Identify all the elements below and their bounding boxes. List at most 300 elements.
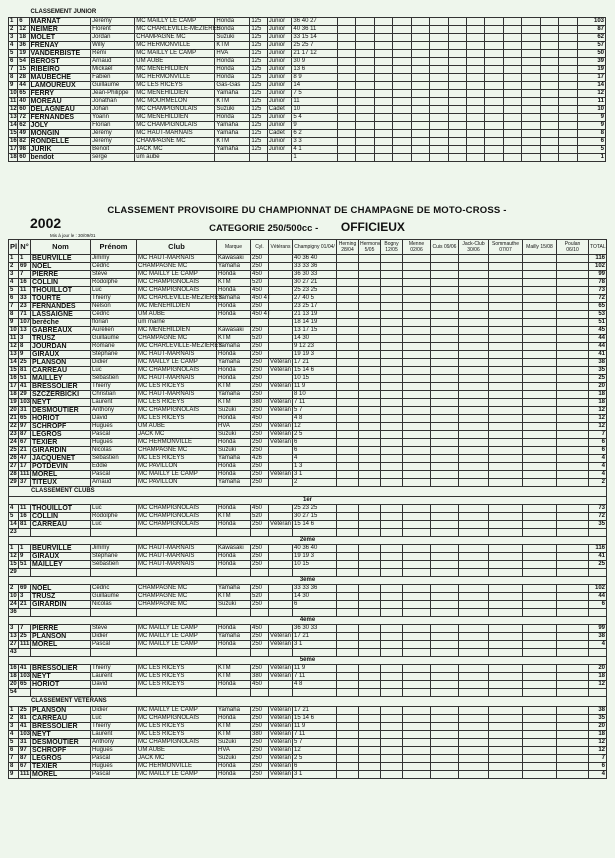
empty-cell (459, 585, 489, 593)
brand-cell: KTM (217, 383, 251, 391)
empty-cell (403, 255, 431, 263)
pos-cell: 1 (9, 18, 18, 26)
empty-cell (489, 319, 523, 327)
firstname-cell: Yoann (91, 114, 135, 122)
results-cell: 14 (292, 82, 337, 90)
empty-cell (522, 146, 540, 154)
empty-cell (337, 763, 359, 771)
empty-cell (431, 367, 459, 375)
brand-cell: Suzuki (217, 447, 251, 455)
empty-cell (503, 114, 521, 122)
results-cell: 7 11 (293, 673, 337, 681)
pos-cell: 14 (10, 521, 17, 527)
firstname-cell: Stéphane (91, 553, 137, 561)
empty-cell (374, 74, 392, 82)
cyl-cell: 250 (251, 263, 269, 271)
empty-cell (489, 665, 523, 673)
brand-cell: Honda (217, 771, 251, 779)
empty-cell (403, 391, 431, 399)
results-cell: 4 8 (293, 681, 337, 689)
empty-cell (485, 138, 503, 146)
veterans-title (9, 697, 607, 707)
num-cell: 81 (19, 715, 31, 723)
results-cell: 4 (293, 455, 337, 463)
empty-cell (337, 649, 359, 657)
empty-cell (217, 609, 251, 617)
empty-cell (431, 731, 459, 739)
table-row (9, 138, 606, 146)
total-cell: 41 (589, 553, 607, 561)
empty-cell (403, 479, 431, 487)
firstname-cell: Luc (91, 521, 137, 529)
total-cell: 87 (577, 26, 605, 34)
num-cell: 51 (19, 375, 31, 383)
cyl-cell: 250 (251, 343, 269, 351)
empty-cell (523, 287, 557, 295)
empty-cell (359, 505, 381, 513)
name-cell: PLANSON (31, 359, 91, 367)
club-cell: MC MOURMELON (135, 98, 215, 106)
empty-cell (31, 529, 91, 537)
empty-cell (381, 351, 403, 359)
veterans-title-label: CLASSEMENT VETERANS (9, 697, 607, 707)
empty-cell (337, 263, 359, 271)
num-cell: 54 (18, 58, 29, 66)
empty-cell (557, 263, 589, 271)
cyl-cell: 450 4T (252, 295, 271, 301)
empty-cell (489, 747, 523, 755)
total-cell: 5 (577, 146, 605, 154)
empty-cell (489, 723, 523, 731)
results-cell: 2 (293, 479, 337, 487)
pos-cell: 13 (10, 633, 17, 639)
results-cell: 5 7 (293, 739, 337, 747)
pos-cell: 24 (10, 439, 17, 445)
empty-cell (489, 287, 523, 295)
club-cell: MC MENEHILDIEN (135, 66, 215, 74)
empty-cell (431, 545, 459, 553)
empty-cell (559, 130, 577, 138)
empty-cell (374, 66, 392, 74)
empty-cell (431, 609, 459, 617)
name-cell: FERNANDES (29, 114, 91, 122)
empty-cell (381, 521, 403, 529)
total-cell: 6 (589, 447, 607, 455)
document-page (8, 8, 606, 778)
num-cell: 47 (19, 455, 31, 463)
table-row (9, 747, 607, 755)
empty-cell (430, 154, 448, 162)
empty-cell (459, 359, 489, 367)
empty-cell (459, 431, 489, 439)
empty-cell (381, 399, 403, 407)
empty-cell (557, 391, 589, 399)
empty-cell (459, 383, 489, 391)
table-row (9, 439, 607, 447)
name-cell: bendot (29, 154, 91, 162)
firstname-cell: Eddie (91, 463, 137, 471)
empty-cell (403, 407, 431, 415)
empty-cell (559, 114, 577, 122)
name-cell: NOEL (31, 585, 91, 593)
empty-cell (393, 18, 411, 26)
results-cell: 8 9 (292, 74, 337, 82)
table-row (9, 255, 607, 263)
empty-cell (489, 513, 523, 521)
empty-cell (459, 343, 489, 351)
empty-cell (466, 114, 484, 122)
empty-cell (522, 42, 540, 50)
num-cell: 1 (19, 255, 31, 263)
empty-cell (374, 98, 392, 106)
total-cell: 20 (589, 665, 607, 673)
cyl-cell: 250 (251, 715, 269, 723)
empty-cell (337, 90, 355, 98)
total-cell: 11 (577, 98, 605, 106)
empty-cell (381, 723, 403, 731)
name-cell: FERNANDES (31, 303, 91, 311)
veteran-cell: Vétéran (270, 521, 292, 527)
results-cell: 15 14 6 (293, 367, 337, 375)
empty-cell (356, 146, 374, 154)
table-row (9, 82, 606, 90)
pos-cell: 22 (10, 423, 17, 429)
empty-cell (381, 471, 403, 479)
firstname-cell: Rodolphe (91, 513, 137, 521)
empty-cell (485, 58, 503, 66)
empty-cell (337, 319, 359, 327)
empty-cell (403, 681, 431, 689)
name-cell: THOUILLOT (31, 287, 91, 295)
empty-cell (359, 731, 381, 739)
empty-cell (381, 545, 403, 553)
empty-cell (356, 74, 374, 82)
empty-cell (359, 479, 381, 487)
veteran-cell: Vétéran (270, 359, 292, 365)
empty-cell (393, 74, 411, 82)
results-cell: 15 14 6 (293, 521, 337, 529)
brand-cell: Honda (217, 367, 251, 375)
empty-cell (403, 415, 431, 423)
empty-cell (269, 529, 293, 537)
empty-cell (503, 90, 521, 98)
brand-cell: KTM (215, 138, 250, 146)
empty-cell (337, 447, 359, 455)
empty-cell (374, 138, 392, 146)
club-cell: MC PAVILLON (137, 479, 217, 487)
brand-cell: Honda (217, 625, 251, 633)
brand-cell: Yamaha (217, 263, 251, 271)
empty-cell (459, 561, 489, 569)
empty-cell (337, 609, 359, 617)
firstname-cell: Guillaume (91, 82, 135, 90)
veteran-cell (267, 154, 292, 162)
club-cell: MC MENEHILDIEN (135, 114, 215, 122)
results-cell: 7 11 (293, 731, 337, 739)
empty-cell (557, 471, 589, 479)
firstname-cell: Anthony (91, 407, 137, 415)
veteran-cell: Vétéran (270, 707, 292, 713)
empty-cell (381, 391, 403, 399)
table-row (9, 625, 607, 633)
empty-cell (374, 90, 392, 98)
empty-cell (523, 609, 557, 617)
total-cell: 44 (589, 593, 607, 601)
num-cell: 11 (19, 505, 31, 513)
empty-cell (393, 34, 411, 42)
empty-cell (559, 18, 577, 26)
num-cell: 60 (18, 154, 29, 162)
empty-cell (359, 707, 381, 715)
veteran-cell: Vétéran (270, 673, 292, 679)
brand-cell: Honda (217, 553, 251, 561)
empty-cell (381, 747, 403, 755)
table-row (9, 106, 606, 114)
total-cell: 12 (589, 423, 607, 431)
empty-cell (359, 561, 381, 569)
pos-cell: 11 (10, 98, 17, 104)
empty-cell (557, 633, 589, 641)
empty-cell (431, 311, 459, 319)
empty-cell (359, 585, 381, 593)
empty-cell (374, 146, 392, 154)
empty-cell (381, 505, 403, 513)
empty-cell (337, 585, 359, 593)
empty-cell (557, 303, 589, 311)
brand-cell: Gas-Gas (215, 82, 250, 90)
cyl-cell: 520 (251, 513, 269, 521)
empty-cell (559, 122, 577, 130)
total-cell: 18 (589, 399, 607, 407)
name-cell: DESMOUTIER (31, 407, 91, 415)
empty-cell (523, 343, 557, 351)
empty-cell (485, 50, 503, 58)
empty-cell (485, 26, 503, 34)
empty-cell (459, 263, 489, 271)
pos-cell: 16 (10, 138, 17, 144)
empty-cell (540, 130, 558, 138)
pos-cell: 29 (10, 479, 17, 485)
empty-cell (489, 763, 523, 771)
empty-cell (540, 82, 558, 90)
cyl-cell: 250 (251, 763, 269, 771)
empty-cell (337, 715, 359, 723)
empty-cell (337, 122, 355, 130)
empty-cell (489, 335, 523, 343)
empty-cell (337, 415, 359, 423)
results-cell: 7 5 (292, 90, 337, 98)
pos-cell: 6 (9, 58, 18, 66)
table-row (9, 343, 607, 351)
name-cell: BRESSOLIER (31, 383, 91, 391)
cyl-cell: 125 (250, 82, 267, 90)
club-rank (9, 657, 607, 665)
veteran-cell: Vétéran (270, 739, 292, 745)
table-row (9, 731, 607, 739)
table-row (9, 50, 606, 58)
empty-cell (381, 279, 403, 287)
empty-cell (411, 18, 429, 26)
empty-cell (359, 287, 381, 295)
num-cell: 41 (19, 723, 31, 731)
empty-cell (523, 351, 557, 359)
pos-cell: 16 (10, 665, 17, 671)
empty-cell (381, 633, 403, 641)
empty-cell (489, 383, 523, 391)
empty-cell (459, 625, 489, 633)
table-row (9, 681, 607, 689)
num-cell: 98 (18, 146, 29, 154)
empty-cell (430, 114, 448, 122)
empty-cell (381, 383, 403, 391)
empty-cell (381, 649, 403, 657)
veteran-cell (269, 447, 293, 455)
empty-cell (503, 98, 521, 106)
empty-cell (374, 18, 392, 26)
empty-cell (589, 569, 607, 577)
empty-cell (557, 295, 589, 303)
empty-cell (523, 585, 557, 593)
empty-cell (91, 689, 137, 697)
empty-cell (489, 407, 523, 415)
empty-cell (489, 311, 523, 319)
club-rank-label: 1er (9, 497, 607, 505)
veteran-cell (269, 271, 293, 279)
table-row (9, 739, 607, 747)
pos-cell: 21 (10, 415, 17, 421)
empty-cell (557, 439, 589, 447)
veteran-cell (269, 375, 293, 383)
name-cell: LEGROS (31, 431, 91, 439)
total-cell: 50 (577, 50, 605, 58)
num-cell: 21 (19, 601, 31, 609)
brand-cell: Yamaha (217, 707, 251, 715)
name-cell: berèche (31, 319, 91, 327)
empty-cell (337, 755, 359, 763)
empty-cell (489, 601, 523, 609)
empty-cell (489, 431, 523, 439)
results-cell: 17 21 (293, 633, 337, 641)
empty-cell (337, 505, 359, 513)
firstname-cell: Laurent (91, 673, 137, 681)
num-cell: 71 (19, 311, 31, 319)
results-cell: 10 (292, 106, 337, 114)
club-cell: MC MAILLY LE CAMP (135, 50, 215, 58)
cyl-cell: 450 4T (252, 311, 271, 317)
empty-cell (359, 295, 381, 303)
pos-cell: 27 (10, 463, 17, 469)
club-cell: MC HERMONVILLE (135, 42, 215, 50)
firstname-cell: Luc (91, 715, 137, 723)
results-cell: 11 (292, 98, 337, 106)
empty-cell (359, 351, 381, 359)
empty-cell (137, 569, 217, 577)
table-row (9, 18, 606, 26)
empty-cell (393, 82, 411, 90)
empty-cell (403, 471, 431, 479)
num-cell: 6 (18, 18, 29, 26)
club-cell: MC HAUT-MARNAIS (137, 351, 217, 359)
clubs-title-label: CLASSEMENT CLUBS (9, 487, 607, 497)
results-cell: 14 30 (293, 593, 337, 601)
club-cell: MC CHAMPIGNOLAIS (135, 106, 215, 114)
empty-cell (337, 271, 359, 279)
num-cell: 9 (19, 351, 31, 359)
firstname-cell: Fabien (91, 74, 135, 82)
num-cell: 7 (19, 625, 31, 633)
firstname-cell: Didier (91, 633, 137, 641)
empty-cell (557, 715, 589, 723)
empty-cell (489, 327, 523, 335)
total-cell: 20 (589, 723, 607, 731)
results-cell: 13 17 15 (293, 327, 337, 335)
empty-cell (503, 122, 521, 130)
num-cell: 87 (19, 755, 31, 763)
empty-cell (430, 106, 448, 114)
empty-cell (359, 625, 381, 633)
empty-cell (448, 42, 466, 50)
empty-cell (589, 609, 607, 617)
empty-cell (489, 423, 523, 431)
empty-cell (431, 271, 459, 279)
empty-cell (523, 455, 557, 463)
num-cell: 1 (19, 545, 31, 553)
empty-cell (393, 138, 411, 146)
cyl-cell: 450 (251, 415, 269, 423)
num-cell: 28 (18, 74, 29, 82)
brand-cell: Yamaha (215, 122, 250, 130)
table-row (9, 641, 607, 649)
total-cell: 103 (577, 18, 605, 26)
num-cell: 12 (18, 26, 29, 34)
results-cell: 8 10 (293, 391, 337, 399)
total-cell: 12 (589, 415, 607, 423)
empty-cell (381, 415, 403, 423)
empty-cell (411, 122, 429, 130)
name-cell: THOUILLOT (31, 505, 91, 513)
empty-cell (356, 114, 374, 122)
cyl-cell: 250 (251, 561, 269, 569)
empty-cell (459, 553, 489, 561)
empty-cell (540, 106, 558, 114)
num-cell: 51 (19, 561, 31, 569)
table-row (9, 585, 607, 593)
empty-cell (459, 287, 489, 295)
empty-cell (485, 82, 503, 90)
empty-cell (430, 58, 448, 66)
empty-cell (403, 755, 431, 763)
empty-cell (356, 42, 374, 50)
empty-cell (557, 367, 589, 375)
total-cell: 9 (577, 122, 605, 130)
pos-cell: 25 (10, 447, 17, 453)
empty-cell (448, 114, 466, 122)
total-cell: 99 (589, 271, 607, 279)
club-cell: MC HAUT-MARNAIS (137, 391, 217, 399)
empty-cell (489, 641, 523, 649)
empty-cell (403, 707, 431, 715)
empty-cell (523, 641, 557, 649)
num-cell: 8 (19, 343, 31, 351)
name-cell: FERRY (29, 90, 91, 98)
empty-cell (489, 673, 523, 681)
empty-cell (293, 689, 337, 697)
empty-cell (403, 423, 431, 431)
empty-cell (91, 529, 137, 537)
name-cell: RONDELLE (29, 138, 91, 146)
results-cell: 2 5 (293, 431, 337, 439)
empty-cell (557, 739, 589, 747)
